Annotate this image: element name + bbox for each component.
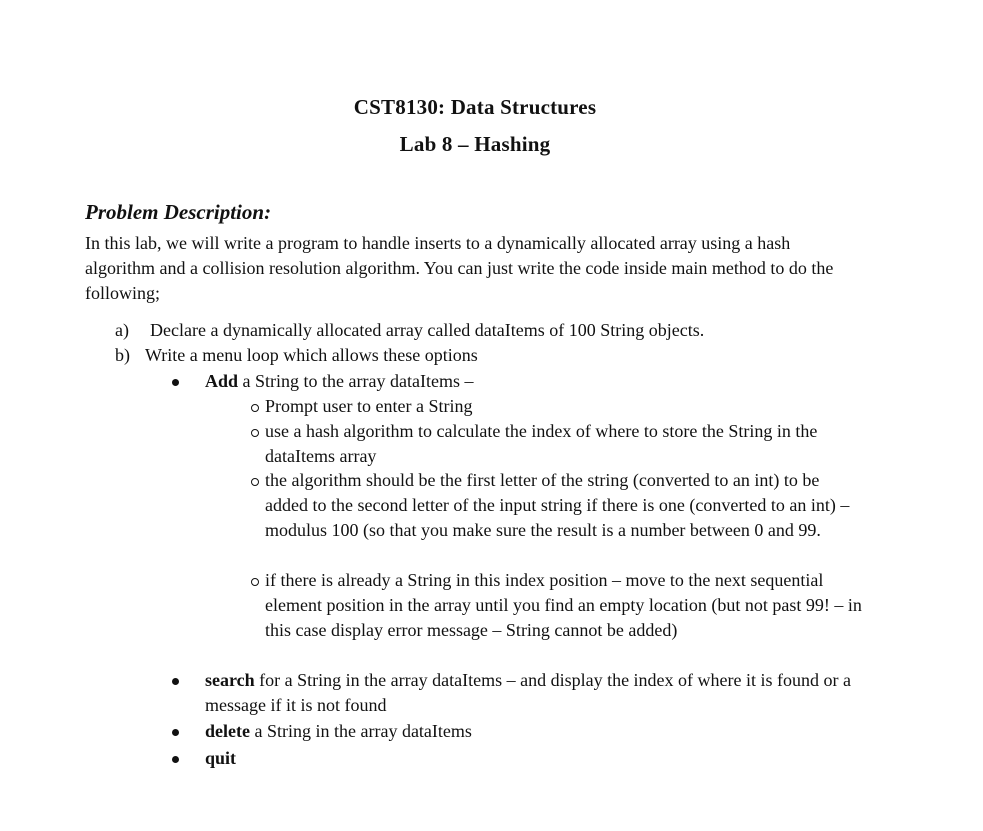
- circle-bullet-icon: [251, 404, 259, 412]
- bullet-icon: [172, 729, 179, 736]
- option-keyword: search: [205, 670, 255, 690]
- circle-bullet-icon: [251, 478, 259, 486]
- circle-bullet-icon: [251, 578, 259, 586]
- option-description: a String to the array dataItems –: [238, 371, 474, 391]
- option-description: for a String in the array dataItems – and display the index of where it is found or a message if it is not found: [205, 670, 852, 715]
- bullet-icon: [172, 678, 179, 685]
- option-text: [205, 746, 855, 771]
- bullet-icon: [172, 379, 179, 386]
- section-heading: Problem Description:: [85, 200, 272, 224]
- option-description: a String in the array dataItems: [249, 721, 472, 741]
- option-text: [205, 668, 855, 718]
- option-keyword: delete: [205, 721, 250, 741]
- course-title: CST8130: Data Structures: [353, 95, 597, 119]
- step-text: Declare a dynamically allocated array called dataItems of 100 String objects.: [150, 320, 705, 340]
- subitem-text: the algorithm should be the first letter of the string (converted to an int) to be added to the second letter of the input string if there is one (converted to an int) – modulus 100 (so that you make sure the result is a number between 0 and 99.: [265, 470, 850, 540]
- bullet-icon: [172, 756, 179, 763]
- step-marker: a): [115, 320, 129, 340]
- option-text: [205, 369, 855, 394]
- subitem-text: if there is already a String in this index position – move to the next sequential element position in the array until you find an empty location (but not past 99! – in this case display error message – String cannot be added): [265, 570, 862, 640]
- option-keyword: quit: [205, 748, 237, 768]
- step-text: Write a menu loop which allows these options: [145, 345, 478, 365]
- lab-title: Lab 8 – Hashing: [399, 132, 551, 156]
- intro-paragraph: In this lab, we will write a program to handle inserts to a dynamically allocated array using a hash algorithm and a collision resolution algorithm. You can just write the code inside main method to do the following;: [85, 233, 834, 303]
- step-marker: b): [115, 345, 130, 365]
- option-keyword: Add: [205, 371, 239, 391]
- subitem-text: Prompt user to enter a String: [265, 396, 473, 416]
- subitem-text: use a hash algorithm to calculate the index of where to store the String in the dataItems array: [265, 421, 818, 466]
- circle-bullet-icon: [251, 429, 259, 437]
- option-text: [205, 719, 855, 744]
